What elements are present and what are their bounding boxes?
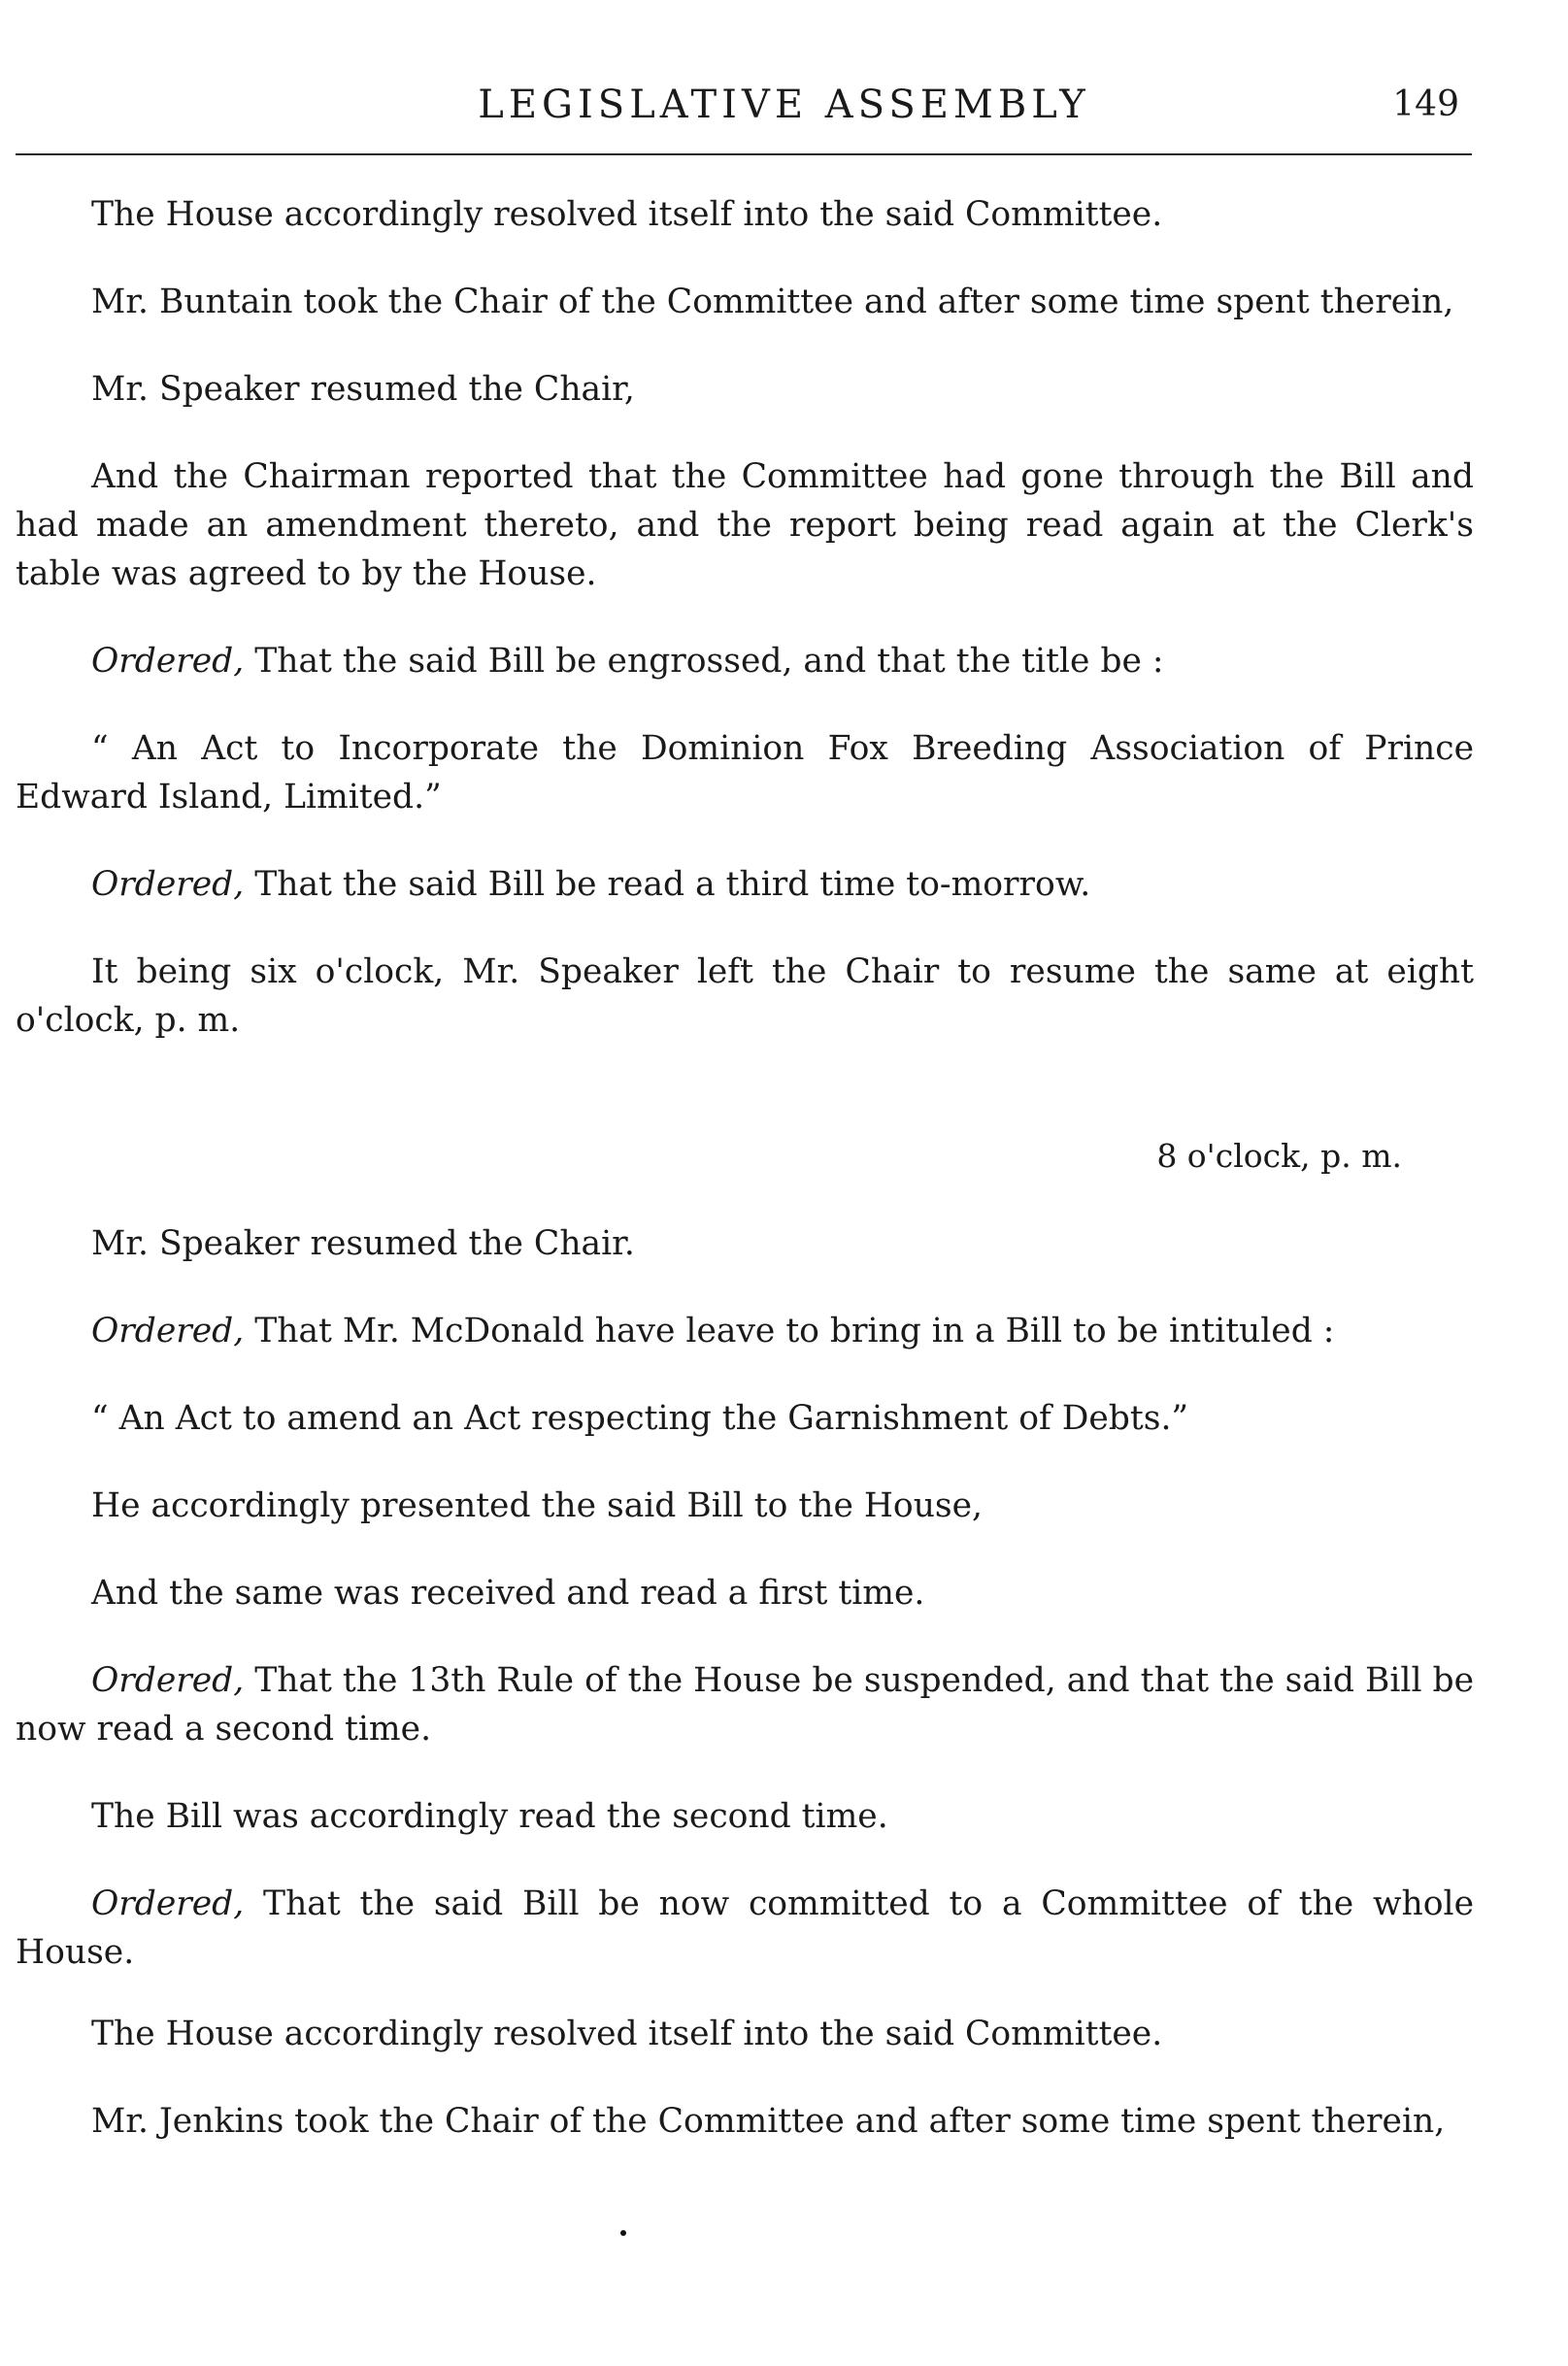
paragraph-17: The House accordingly resolved itself into the said Committee. bbox=[91, 2015, 1163, 2053]
paragraph-3: Mr. Speaker resumed the Chair, bbox=[91, 370, 635, 409]
paragraph-7: Ordered, That the said Bill be read a third time to-morrow. bbox=[91, 865, 1091, 904]
paragraph-18: Mr. Jenkins took the Chair of the Committee and after some time spent therein, bbox=[91, 2102, 1446, 2141]
paragraph-8: It being six o'clock, Mr. Speaker left the Chair to resume the same at eight o'clock, p. m. bbox=[16, 952, 1474, 1040]
ordered-lead: Ordered, bbox=[91, 642, 245, 681]
ink-dot bbox=[620, 2230, 626, 2236]
paragraph-10: Ordered, That Mr. McDonald have leave to bring in a Bill to be intituled : bbox=[91, 1312, 1335, 1350]
paragraph-13: And the same was received and read a first time. bbox=[91, 1574, 925, 1613]
paragraph-6: “ An Act to Incorporate the Dominion Fox Breeding Association of Prince Edward Island, Limited.” bbox=[16, 729, 1474, 816]
ordered-lead: Ordered, bbox=[91, 1312, 245, 1350]
paragraph-1: The House accordingly resolved itself into the said Committee. bbox=[91, 195, 1163, 234]
ordered-lead: Ordered, bbox=[91, 865, 245, 904]
paragraph-16: Ordered, That the said Bill be now committed to a Committee of the whole House. bbox=[16, 1884, 1474, 1972]
running-title: LEGISLATIVE ASSEMBLY bbox=[478, 83, 1090, 127]
header-rule bbox=[16, 153, 1472, 155]
paragraph-15: The Bill was accordingly read the second time. bbox=[91, 1797, 888, 1836]
running-head bbox=[0, 76, 1568, 134]
session-timestamp: 8 o'clock, p. m. bbox=[1156, 1137, 1402, 1175]
paragraph-14: Ordered, That the 13th Rule of the House be suspended, and that the said Bill be now read a second time. bbox=[16, 1661, 1474, 1749]
paragraph-9: Mr. Speaker resumed the Chair. bbox=[91, 1224, 635, 1263]
paragraph-11: “ An Act to amend an Act respecting the Garnishment of Debts.” bbox=[91, 1399, 1189, 1438]
paragraph-4: And the Chairman reported that the Committee had gone through the Bill and had made an amendment thereto, and the report being read again at the Clerk's table was agreed to by the House. bbox=[16, 457, 1474, 593]
paragraph-12: He accordingly presented the said Bill to the House, bbox=[91, 1486, 984, 1525]
ordered-lead: Ordered, bbox=[91, 1884, 245, 1923]
ordered-lead: Ordered, bbox=[91, 1661, 245, 1700]
paragraph-2: Mr. Buntain took the Chair of the Committee and after some time spent therein, bbox=[91, 283, 1454, 321]
paragraph-5: Ordered, That the said Bill be engrossed, and that the title be : bbox=[91, 642, 1164, 681]
page-number: 149 bbox=[1392, 84, 1459, 124]
journal-body bbox=[16, 190, 1474, 2184]
